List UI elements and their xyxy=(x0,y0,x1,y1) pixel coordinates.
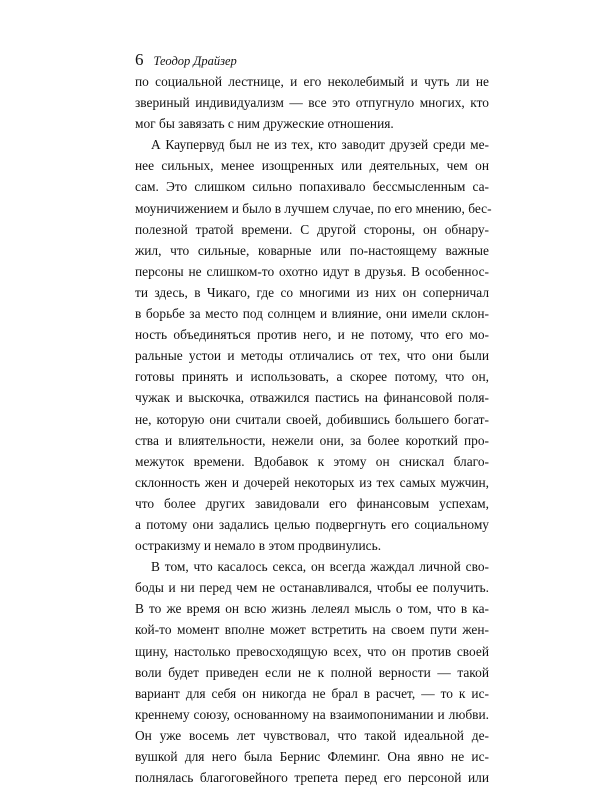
text-line: звериный индивидуализм — все это отпугнуло многих, кто xyxy=(135,95,489,111)
text-line: не, которую они считали своей, добившись большего богат- xyxy=(135,411,489,427)
paragraph xyxy=(135,71,489,134)
text-line: вушкой для него была Бернис Флеминг. Она явно не ис- xyxy=(135,749,489,764)
text-line: готовы принять и использовать, а скорее потому, что он, xyxy=(135,369,489,385)
text-line: полезной тратой времени. С другой стороны, он обнару- xyxy=(135,221,489,237)
text-line: персоны не слишком-то охотно идут в друзья. В особеннос- xyxy=(135,263,489,279)
text-line: ность объединяться против него, и не потому, что его мо- xyxy=(135,327,489,343)
text-line: креннему союзу, основанному на взаимопонимании и любви. xyxy=(135,706,489,722)
text-line: полнялась благоговейного трепета перед его персоной или xyxy=(135,770,489,786)
text-line: межуток времени. Вдобавок к этому он снискал благо- xyxy=(135,453,489,469)
text-line: В то же время он всю жизнь лелеял мысль о том, что в ка- xyxy=(135,601,489,617)
text-line: В том, что касалось секса, он всегда жаждал личной сво- xyxy=(151,559,489,575)
text-line: щину, настолько превосходящую всех, что он против своей xyxy=(135,643,489,659)
text-line: по социальной лестнице, и его неколебимый и чуть ли не xyxy=(135,74,489,89)
page-header xyxy=(135,50,237,72)
text-line: ральные устои и методы отличались от тех, что они были xyxy=(135,348,489,364)
text-line: в борьбе за место под солнцем и влияние, они имели склон- xyxy=(135,306,489,322)
text-line: нее сильных, менее изощренных или деятельных, чем он xyxy=(135,158,489,174)
text-line: ства и влиятельности, нежели они, за более короткий про- xyxy=(135,432,489,448)
text-line: вариант для себя он никогда не брал в расчет, — то к ис- xyxy=(135,685,489,701)
text-line: ти здесь, в Чикаго, где со многими из них он соперничал xyxy=(135,284,489,300)
paragraph xyxy=(135,556,489,788)
text-line: что более других завидовали его финансовым успехам, xyxy=(135,495,489,511)
text-line: воли будет приведен если не к полной верности — такой xyxy=(135,664,489,680)
text-line: остракизму и немало в этом продвинулись. xyxy=(135,538,382,554)
text-line: сам. Это слишком сильно попахивало бессмысленным са- xyxy=(135,179,489,195)
text-line: жил, что сильные, коварные или по-настоящему важные xyxy=(135,242,489,258)
running-head: Теодор Драйзер xyxy=(153,54,237,68)
paragraph xyxy=(135,134,492,556)
page-number: 6 xyxy=(135,50,144,69)
text-line: чужак и выскочка, отважился пастись на финансовой поля- xyxy=(135,390,489,406)
text-line: А Каупервуд был не из тех, кто заводит друзей среди ме- xyxy=(151,137,489,153)
text-line: Он уже восемь лет чувствовал, что такой идеальной де- xyxy=(135,727,489,743)
text-line: склонность жен и дочерей некоторых из тех самых мужчин, xyxy=(135,474,489,490)
text-line: моуничижением и было в лучшем случае, по его мнению, бес- xyxy=(135,200,492,216)
text-line: а потому они задались целью подвергнуть его социальному xyxy=(135,516,489,532)
body-text xyxy=(135,71,492,788)
text-line: мог бы завязать с ним дружеские отношения. xyxy=(135,116,394,132)
text-line: кой-то момент вполне может встретить на своем пути жен- xyxy=(135,622,489,638)
text-line: боды и ни перед чем не останавливался, чтобы ее получить. xyxy=(135,580,489,596)
